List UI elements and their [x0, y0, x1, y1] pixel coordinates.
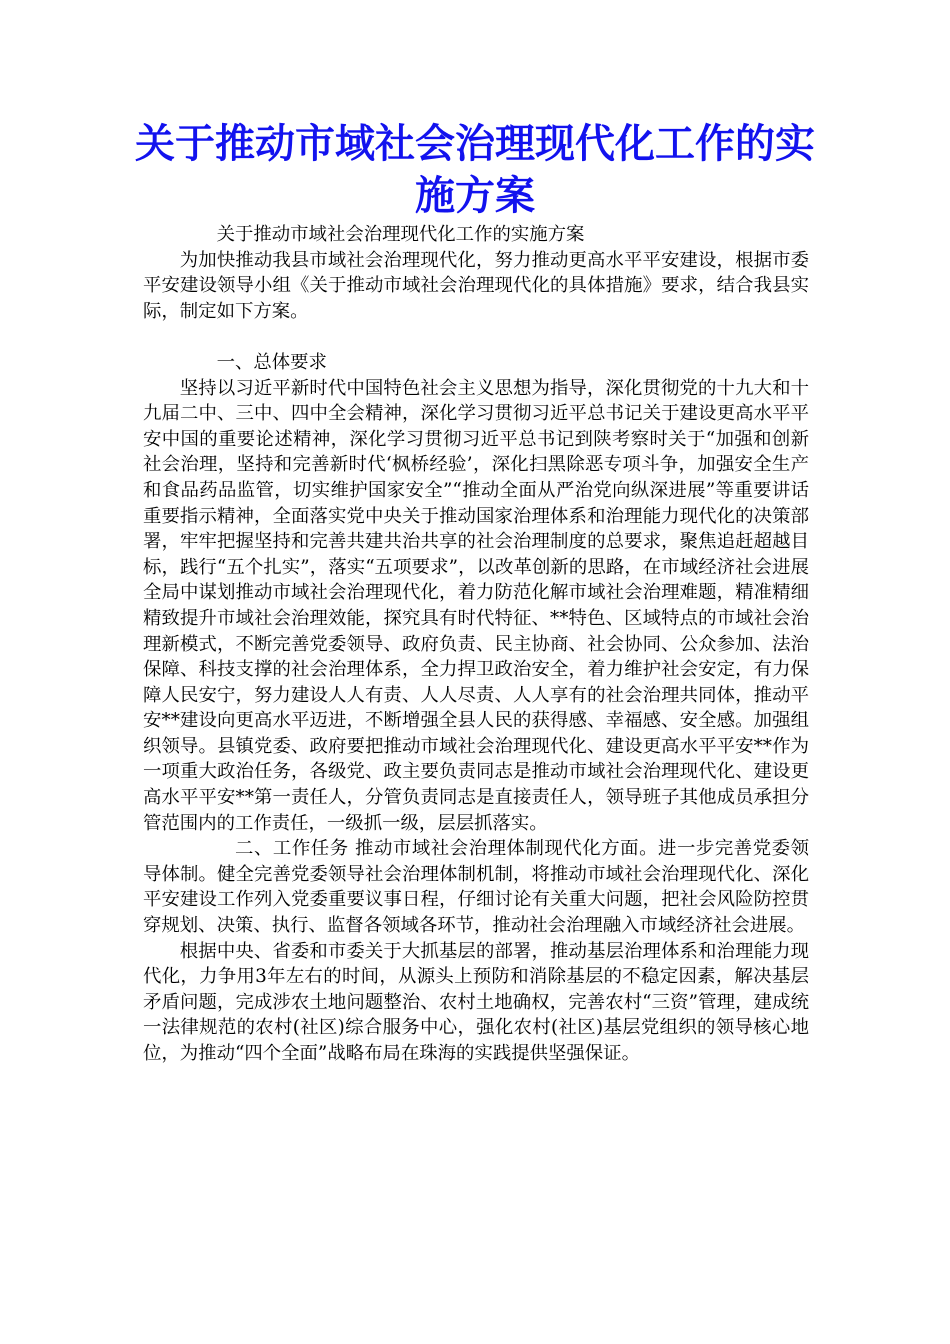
- document-body: [143, 222, 809, 1067]
- blank-line: [143, 324, 809, 350]
- grassroots-governance-paragraph: 根据中央、省委和市委关于大抓基层的部署，推动基层治理体系和治理能力现代化，力争用3年左右的时间，从源头上预防和消除基层的不稳定因素，解决基层矛盾问题，完成涉农土地问题整治、农村土地确权，完善农村“三资”管理，建成统一法律规范的农村(社区)综合服务中心，强化农村(社区)基层党组织的领导核心地位，为推动“四个全面”战略布局在珠海的实践提供坚强保证。: [143, 940, 809, 1064]
- document-subtitle: 关于推动市域社会治理现代化工作的实施方案: [216, 224, 585, 245]
- intro-paragraph: 为加快推动我县市域社会治理现代化，努力推动更高水平平安建设，根据市委平安建设领导小组《关于推动市域社会治理现代化的具体措施》要求，结合我县实际，制定如下方案。: [143, 249, 809, 322]
- document-title: 关于推动市域社会治理现代化工作的实施方案: [135, 121, 815, 219]
- work-tasks-paragraph: 二、工作任务 推动市域社会治理体制现代化方面。进一步完善党委领导体制。健全完善党委领导社会治理体制机制，将推动市域社会治理现代化、深化平安建设工作列入党委重要议事日程，仔细讨论有关重大问题，把社会风险防控贯穿规划、决策、执行、监督各领域各环节，推动社会治理融入市域经济社会进展。: [143, 838, 809, 937]
- general-requirements-paragraph: 坚持以习近平新时代中国特色社会主义思想为指导，深化贯彻党的十九大和十九届二中、三中、四中全会精神，深化学习贯彻习近平总书记关于建设更高水平平安中国的重要论述精神，深化学习贯彻习近平总书记到陕考察时关于“加强和创新社会治理，坚持和完善新时代‘枫桥经验’，深化扫黑除恶专项斗争，加强安全生产和食品药品监管，切实维护国家安全”“推动全面从严治党向纵深进展”等重要讲话重要指示精神，全面落实党中央关于推动国家治理体系和治理能力现代化的决策部署，牢牢把握坚持和完善共建共治共享的社会治理制度的总要求，聚焦追赶超越目标，践行“五个扎实”，落实“五项要求”，以改革创新的思路，在市域经济社会进展全局中谋划推动市域社会治理现代化，着力防范化解市域社会治理难题，精准精细精致提升市域社会治理效能，探究具有时代特征、**特色、区域特点的市域社会治理新模式，不断完善党委领导、政府负责、民主协商、社会协同、公众参加、法治保障、科技支撑的社会治理体系，全力捍卫政治安全，着力维护社会安定，有力保障人民安宁，努力建设人人有责、人人尽责、人人享有的社会治理共同体，推动平安**建设向更高水平迈进，不断增强全县人民的获得感、幸福感、安全感。加强组织领导。县镇党委、政府要把推动市域社会治理现代化、建设更高水平平安**作为一项重大政治任务，各级党、政主要负责同志是推动市域社会治理现代化、建设更高水平平安**第一责任人，分管负责同志是直接责任人，领导班子其他成员承担分管范围内的工作责任，一级抓一级，层层抓落实。: [143, 377, 809, 834]
- section-heading-general-requirements: 一、总体要求: [216, 351, 327, 373]
